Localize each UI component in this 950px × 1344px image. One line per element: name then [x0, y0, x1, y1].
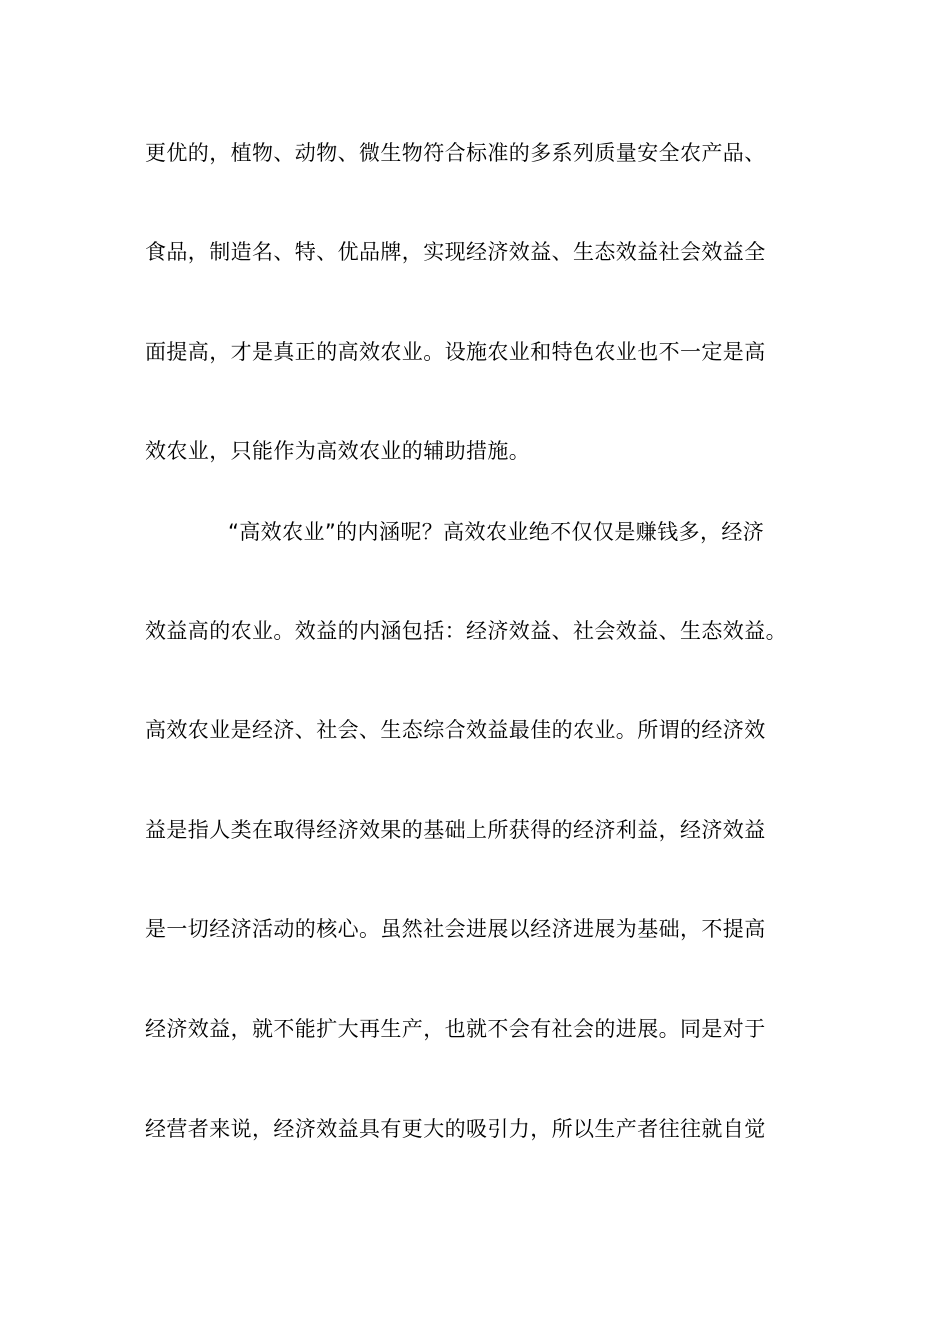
- text-line: 高效农业是经济、社会、生态综合效益最佳的农业。所谓的经济效: [145, 718, 766, 742]
- text-line: 效农业，只能作为高效农业的辅助措施。: [145, 439, 531, 463]
- text-line: 经营者来说，经济效益具有更大的吸引力，所以生产者往往就自觉: [145, 1117, 766, 1141]
- text-line: 是一切经济活动的核心。虽然社会进展以经济进展为基础，不提高: [145, 917, 766, 941]
- text-line: 经济效益，就不能扩大再生产，也就不会有社会的进展。同是对于: [145, 1017, 766, 1041]
- text-line: 食品，制造名、特、优品牌，实现经济效益、生态效益社会效益全: [145, 240, 766, 264]
- text-line: 更优的，植物、动物、微生物符合标准的多系列质量安全农产品、: [145, 141, 766, 165]
- text-line: 面提高，才是真正的高效农业。设施农业和特色农业也不一定是高: [145, 340, 766, 364]
- text-line: 效益高的农业。效益的内涵包括：经济效益、社会效益、生态效益。: [145, 619, 787, 643]
- text-line: 益是指人类在取得经济效果的基础上所获得的经济利益，经济效益: [145, 818, 766, 842]
- paragraph-first-line: “高效农业”的内涵呢？高效农业绝不仅仅是赚钱多，经济: [228, 520, 765, 544]
